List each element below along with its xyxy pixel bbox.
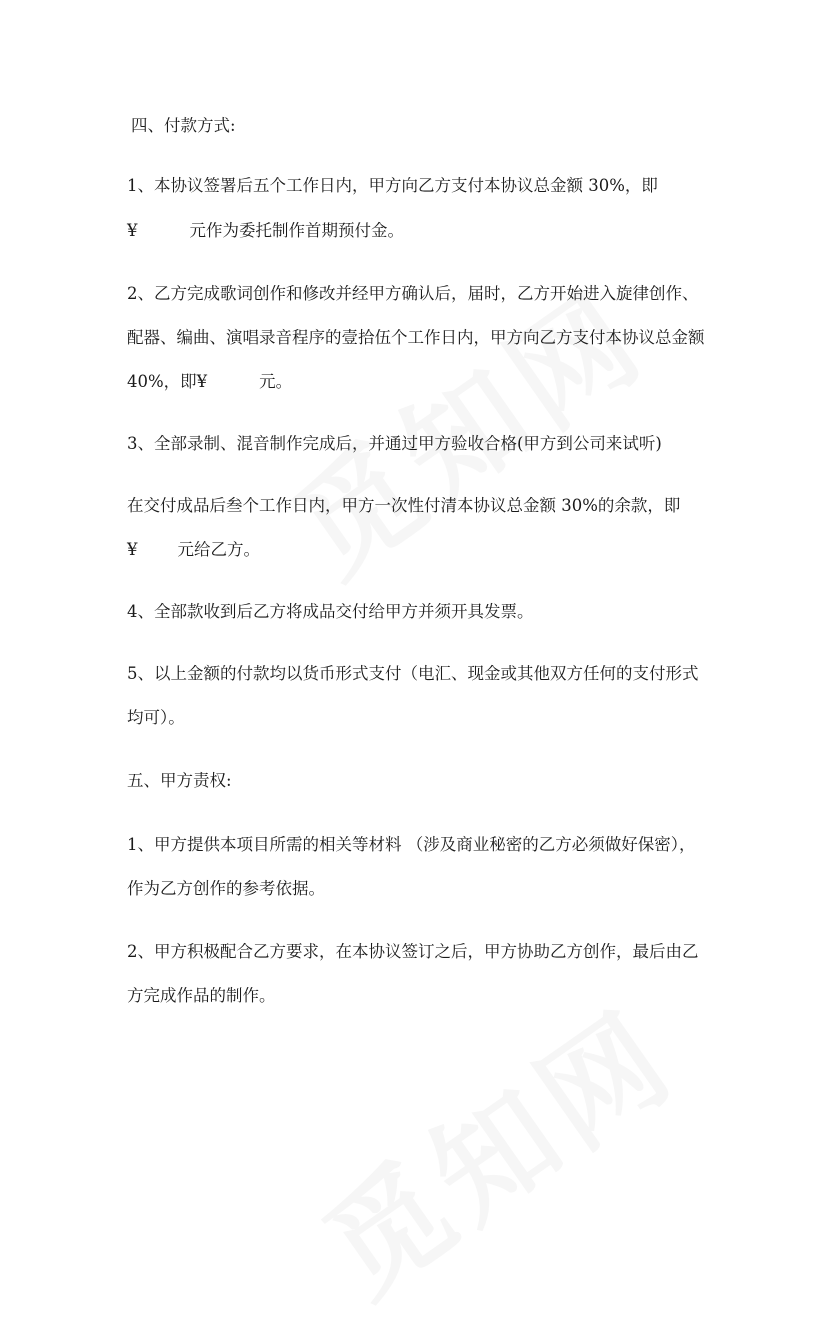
section4-p2-line1: 2、乙方完成歌词创作和修改并经甲方确认后，届时，乙方开始进入旋律创作、: [127, 284, 699, 303]
section4-p4: 4、全部款收到后乙方将成品交付给甲方并须开具发票。: [127, 602, 534, 621]
p2-line3-end: 元。: [259, 372, 293, 391]
section4-p3-line2: 在交付成品后叁个工作日内，甲方一次性付清本协议总金额 30%的余款，即: [127, 496, 681, 515]
section4-p2-line3: [127, 371, 292, 393]
section5-heading: 五、甲方责权:: [127, 771, 232, 790]
p1-line2-text: 元作为委托制作首期预付金。: [189, 221, 404, 240]
section4-p1-line1: 1、本协议签署后五个工作日内，甲方向乙方支付本协议总金额 30%，即: [127, 176, 658, 195]
section4-p2-line2: 配器、编曲、演唱录音程序的壹拾伍个工作日内，甲方向乙方支付本协议总金额: [127, 328, 705, 347]
section5-p1-line2: 作为乙方创作的参考依据。: [127, 879, 325, 898]
p3-line3-text: 元给乙方。: [177, 540, 260, 559]
p2-line3-start: 40%，即¥: [127, 372, 208, 391]
section5-p2-line1: 2、甲方积极配合乙方要求，在本协议签订之后，甲方协助乙方创作，最后由乙: [127, 942, 699, 961]
section5-p2-line2: 方完成作品的制作。: [127, 986, 276, 1005]
section4-heading: 四、付款方式:: [131, 116, 236, 135]
section5-p1-line1: 1、甲方提供本项目所需的相关等材料 （涉及商业秘密的乙方必须做好保密），: [127, 835, 696, 854]
section4-p1-line2: [127, 220, 404, 242]
p1-currency-symbol: ¥: [127, 221, 138, 240]
section4-p3-line3: [127, 539, 260, 561]
p3-currency-symbol: ¥: [127, 540, 138, 559]
section4-p3-line1: 3、全部录制、混音制作完成后，并通过甲方验收合格(甲方到公司来试听): [127, 434, 662, 453]
section4-p5-line1: 5、以上金额的付款均以货币形式支付（电汇、现金或其他双方任何的支付形式: [127, 664, 699, 683]
watermark-text-bottom: [286, 964, 704, 1328]
section4-p5-line2: 均可）。: [127, 708, 185, 727]
